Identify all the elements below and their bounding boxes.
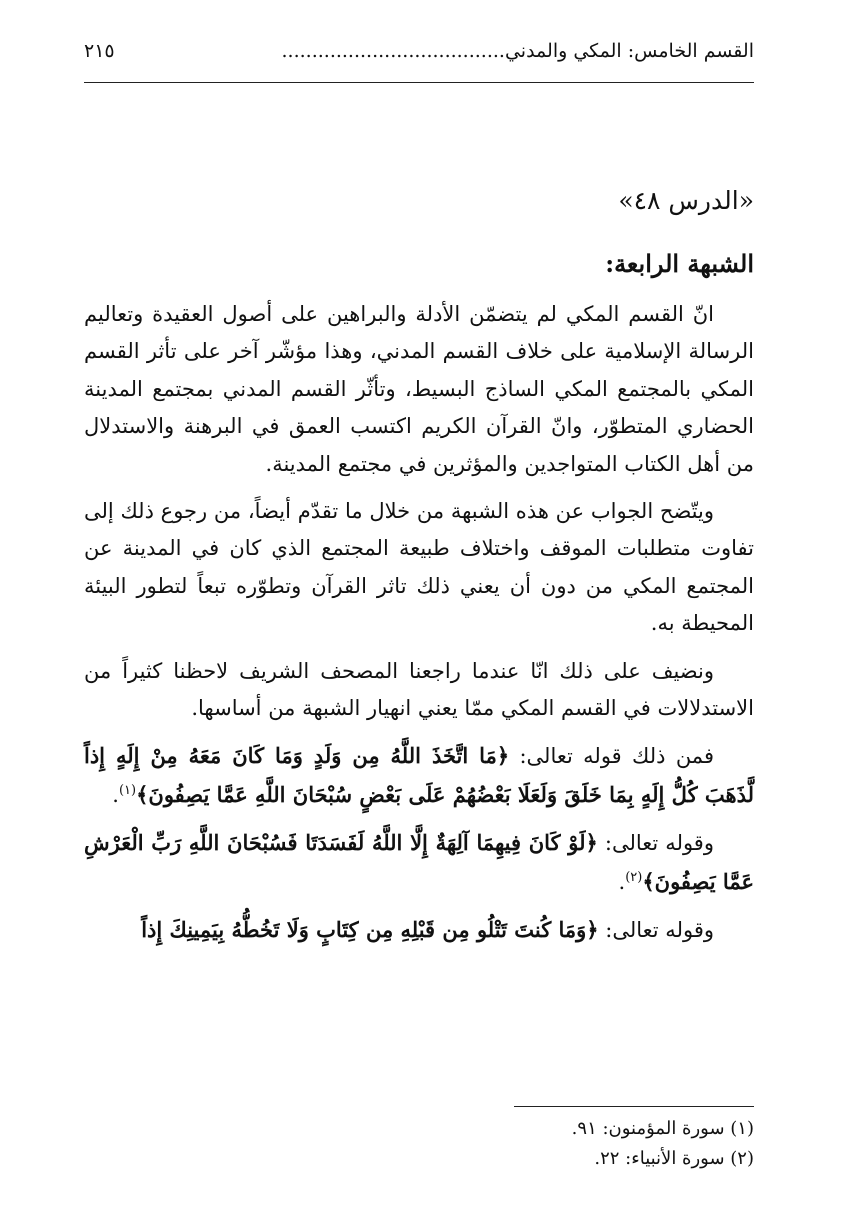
running-head <box>84 38 754 64</box>
footnote-item: (١) سورة المؤمنون: ٩١. <box>571 1118 754 1139</box>
quote-end: . <box>112 782 119 807</box>
paragraph: ويتّضح الجواب عن هذه الشبهة من خلال ما تقدّم أيضاً، من رجوع ذلك إلى تفاوت متطلبات الموقف واختلاف طبيعة المجتمع الذي كان في المدينة عن المجتمع المكي من دون أن يعني ذلك تاثر القرآن وتطوّره تبعاً لتطور البيئة المحيطة به. <box>84 499 754 636</box>
footnote-rule <box>514 1106 754 1107</box>
footnotes <box>84 1114 754 1174</box>
footnote-ref: (٢) <box>625 869 643 885</box>
running-head-title: القسم الخامس: المكي والمدني..................................... <box>281 40 754 62</box>
lesson-title: «الدرس ٤٨» <box>618 186 754 215</box>
footnote-ref: (١) <box>118 782 137 798</box>
quote-intro: فمن ذلك قوله تعالى: <box>509 744 714 769</box>
quote-paragraph <box>84 911 754 949</box>
section-heading: الشبهة الرابعة: <box>605 249 754 278</box>
quran-verse: ﴿وَمَا كُنتَ تَتْلُو مِن قَبْلِهِ مِن كِتَابٍ وَلَا تَخُطُّهُ بِيَمِينِكَ إِذاً <box>141 917 599 943</box>
quran-verse: ﴿لَوْ كَانَ فِيهِمَا آلِهَةٌ إِلَّا اللَّهُ لَفَسَدَتَا فَسُبْحَانَ اللَّهِ رَبِّ الْعَرْشِ عَمَّا يَصِفُونَ﴾ <box>84 830 754 894</box>
quote-intro: وقوله تعالى: <box>597 831 714 856</box>
footnote-item: (٢) سورة الأنبياء: ٢٢. <box>594 1148 754 1169</box>
page-number: ٢١٥ <box>84 40 115 62</box>
paragraph: انّ القسم المكي لم يتضمّن الأدلة والبراهين على أصول العقيدة وتعاليم الرسالة الإسلامية على خلاف القسم المدني، وهذا مؤشّر آخر على تأثر القسم المكي بالمجتمع المكي الساذج البسيط، وتأثّر القسم المدني بمجتمع المدينة الحضاري المتطوّر، وانّ القرآن الكريم اكتسب العمق في البرهنة والاستدلال من أهل الكتاب المتواجدين والمؤثرين في مجتمع المدينة. <box>84 302 754 476</box>
quote-end: . <box>618 869 626 894</box>
header-rule <box>84 82 754 83</box>
quote-intro: وقوله تعالى: <box>598 918 714 943</box>
paragraph: ونضيف على ذلك انّا عندما راجعنا المصحف الشريف لاحظنا كثيراً من الاستدلالات في القسم المكي ممّا يعني انهيار الشبهة من أساسها. <box>84 658 754 721</box>
quote-paragraph <box>84 737 754 814</box>
quote-paragraph <box>84 824 754 901</box>
quran-verse: ﴿مَا اتَّخَذَ اللَّهُ مِن وَلَدٍ وَمَا كَانَ مَعَهُ مِنْ إِلَهٍ إِذاً لَّذَهَبَ كُلُّ إِلَهٍ بِمَا خَلَقَ وَلَعَلَا بَعْضُهُمْ عَلَى بَعْضٍ سُبْحَانَ اللَّهِ عَمَّا يَصِفُونَ﴾ <box>84 743 754 807</box>
body-text <box>84 296 754 960</box>
